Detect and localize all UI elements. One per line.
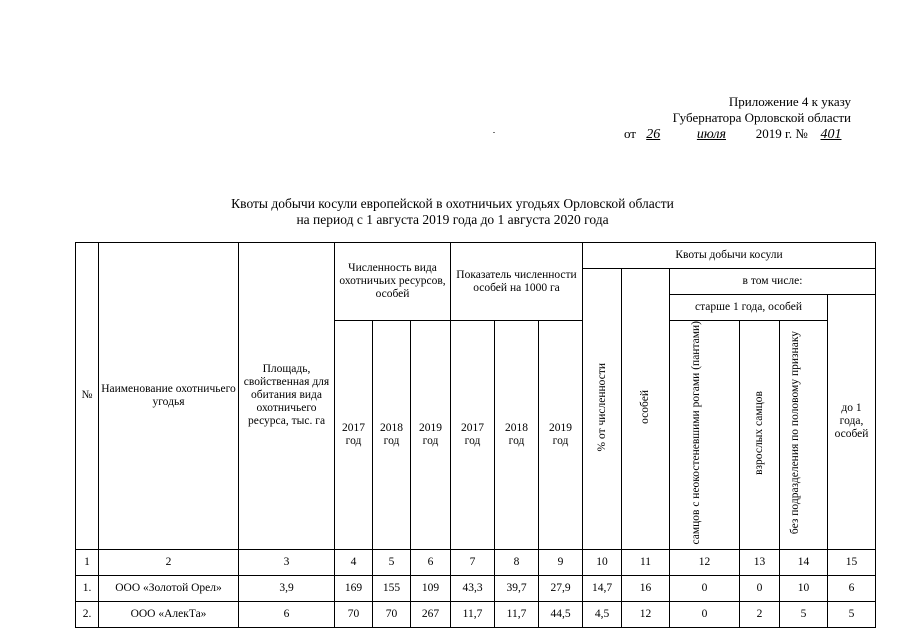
col-number: 6	[411, 549, 451, 575]
row-velvet: 0	[670, 575, 740, 601]
row-no-sex: 5	[780, 601, 828, 627]
row-den-2018: 11,7	[495, 601, 539, 627]
annex-header	[624, 94, 851, 143]
header-area: Площадь, свойственная для обитания вида охотничьего ресурса, тыс. га	[239, 243, 335, 550]
header-including: в том числе:	[670, 269, 876, 295]
row-pop-2017: 70	[335, 601, 373, 627]
title-line-1: Квоты добычи косули европейской в охотничьих угодьях Орловской области	[231, 196, 674, 211]
row-pop-2019: 267	[411, 601, 451, 627]
title-line-2: на период с 1 августа 2019 года до 1 августа 2020 года	[296, 212, 609, 227]
row-area: 6	[239, 601, 335, 627]
col-number: 9	[539, 549, 583, 575]
col-number: 4	[335, 549, 373, 575]
header-pop-2017: 2017 год	[335, 321, 373, 550]
row-den-2018: 39,7	[495, 575, 539, 601]
header-over1: старше 1 года, особей	[670, 295, 828, 321]
document-title	[0, 196, 905, 228]
col-number: 7	[451, 549, 495, 575]
handwritten-day: 26	[646, 127, 661, 142]
row-total: 12	[622, 601, 670, 627]
col-number: 3	[239, 549, 335, 575]
col-number: 8	[495, 549, 539, 575]
col-number: 2	[99, 549, 239, 575]
col-number: 11	[622, 549, 670, 575]
header-den-2018: 2018 год	[495, 321, 539, 550]
header-density: Показатель численности особей на 1000 га	[451, 243, 583, 321]
col-number: 12	[670, 549, 740, 575]
row-name: ООО «АлекТа»	[99, 601, 239, 627]
header-velvet	[670, 321, 740, 550]
row-adult-males: 0	[740, 575, 780, 601]
col-number: 15	[828, 549, 876, 575]
header-under1: до 1 года, особей	[828, 295, 876, 550]
row-pop-2019: 109	[411, 575, 451, 601]
header-no-sex	[780, 321, 828, 550]
row-no: 1.	[76, 575, 99, 601]
row-pct: 14,7	[583, 575, 622, 601]
header-quotas: Квоты добычи косули	[583, 243, 876, 269]
scan-dot	[493, 132, 495, 133]
col-number: 14	[780, 549, 828, 575]
row-den-2019: 44,5	[539, 601, 583, 627]
row-adult-males: 2	[740, 601, 780, 627]
table-row	[76, 601, 876, 627]
row-pop-2017: 169	[335, 575, 373, 601]
header-pct-text: % от численности	[595, 362, 608, 451]
annex-year: 2019 г. №	[755, 126, 808, 141]
header-no-sex-text: без подразделения по половому признаку	[788, 331, 801, 535]
row-den-2019: 27,9	[539, 575, 583, 601]
annex-from: от	[623, 126, 636, 141]
col-number: 5	[373, 549, 411, 575]
header-den-2019: 2019 год	[539, 321, 583, 550]
header-velvet-text: самцов с неокостеневшими рогами (пантами)	[689, 321, 702, 545]
header-den-2017: 2017 год	[451, 321, 495, 550]
quota-table	[75, 242, 876, 628]
table-row	[76, 575, 876, 601]
col-number: 10	[583, 549, 622, 575]
row-area: 3,9	[239, 575, 335, 601]
header-pct	[583, 269, 622, 550]
row-pct: 4,5	[583, 601, 622, 627]
row-under1: 6	[828, 575, 876, 601]
row-velvet: 0	[670, 601, 740, 627]
header-pop-2018: 2018 год	[373, 321, 411, 550]
header-adult-males	[740, 321, 780, 550]
header-no: №	[76, 243, 99, 550]
annex-line-1: Приложение 4 к указу	[728, 94, 851, 109]
row-total: 16	[622, 575, 670, 601]
col-number: 13	[740, 549, 780, 575]
row-den-2017: 43,3	[451, 575, 495, 601]
header-total-text: особей	[639, 389, 651, 424]
row-pop-2018: 155	[373, 575, 411, 601]
row-den-2017: 11,7	[451, 601, 495, 627]
row-no-sex: 10	[780, 575, 828, 601]
header-pop-2019: 2019 год	[411, 321, 451, 550]
handwritten-month: июля	[696, 127, 727, 142]
row-pop-2018: 70	[373, 601, 411, 627]
col-number: 1	[76, 549, 99, 575]
row-under1: 5	[828, 601, 876, 627]
header-total	[622, 269, 670, 550]
annex-line-2: Губернатора Орловской области	[672, 110, 851, 125]
column-numbers-row	[76, 549, 876, 575]
annex-line-3	[624, 126, 851, 143]
handwritten-number: 401	[820, 127, 842, 142]
header-name: Наименование охотничьего угодья	[99, 243, 239, 550]
header-population: Численность вида охотничьих ресурсов, особей	[335, 243, 451, 321]
row-name: ООО «Золотой Орел»	[99, 575, 239, 601]
header-adult-males-text: взрослых самцов	[753, 390, 765, 475]
row-no: 2.	[76, 601, 99, 627]
